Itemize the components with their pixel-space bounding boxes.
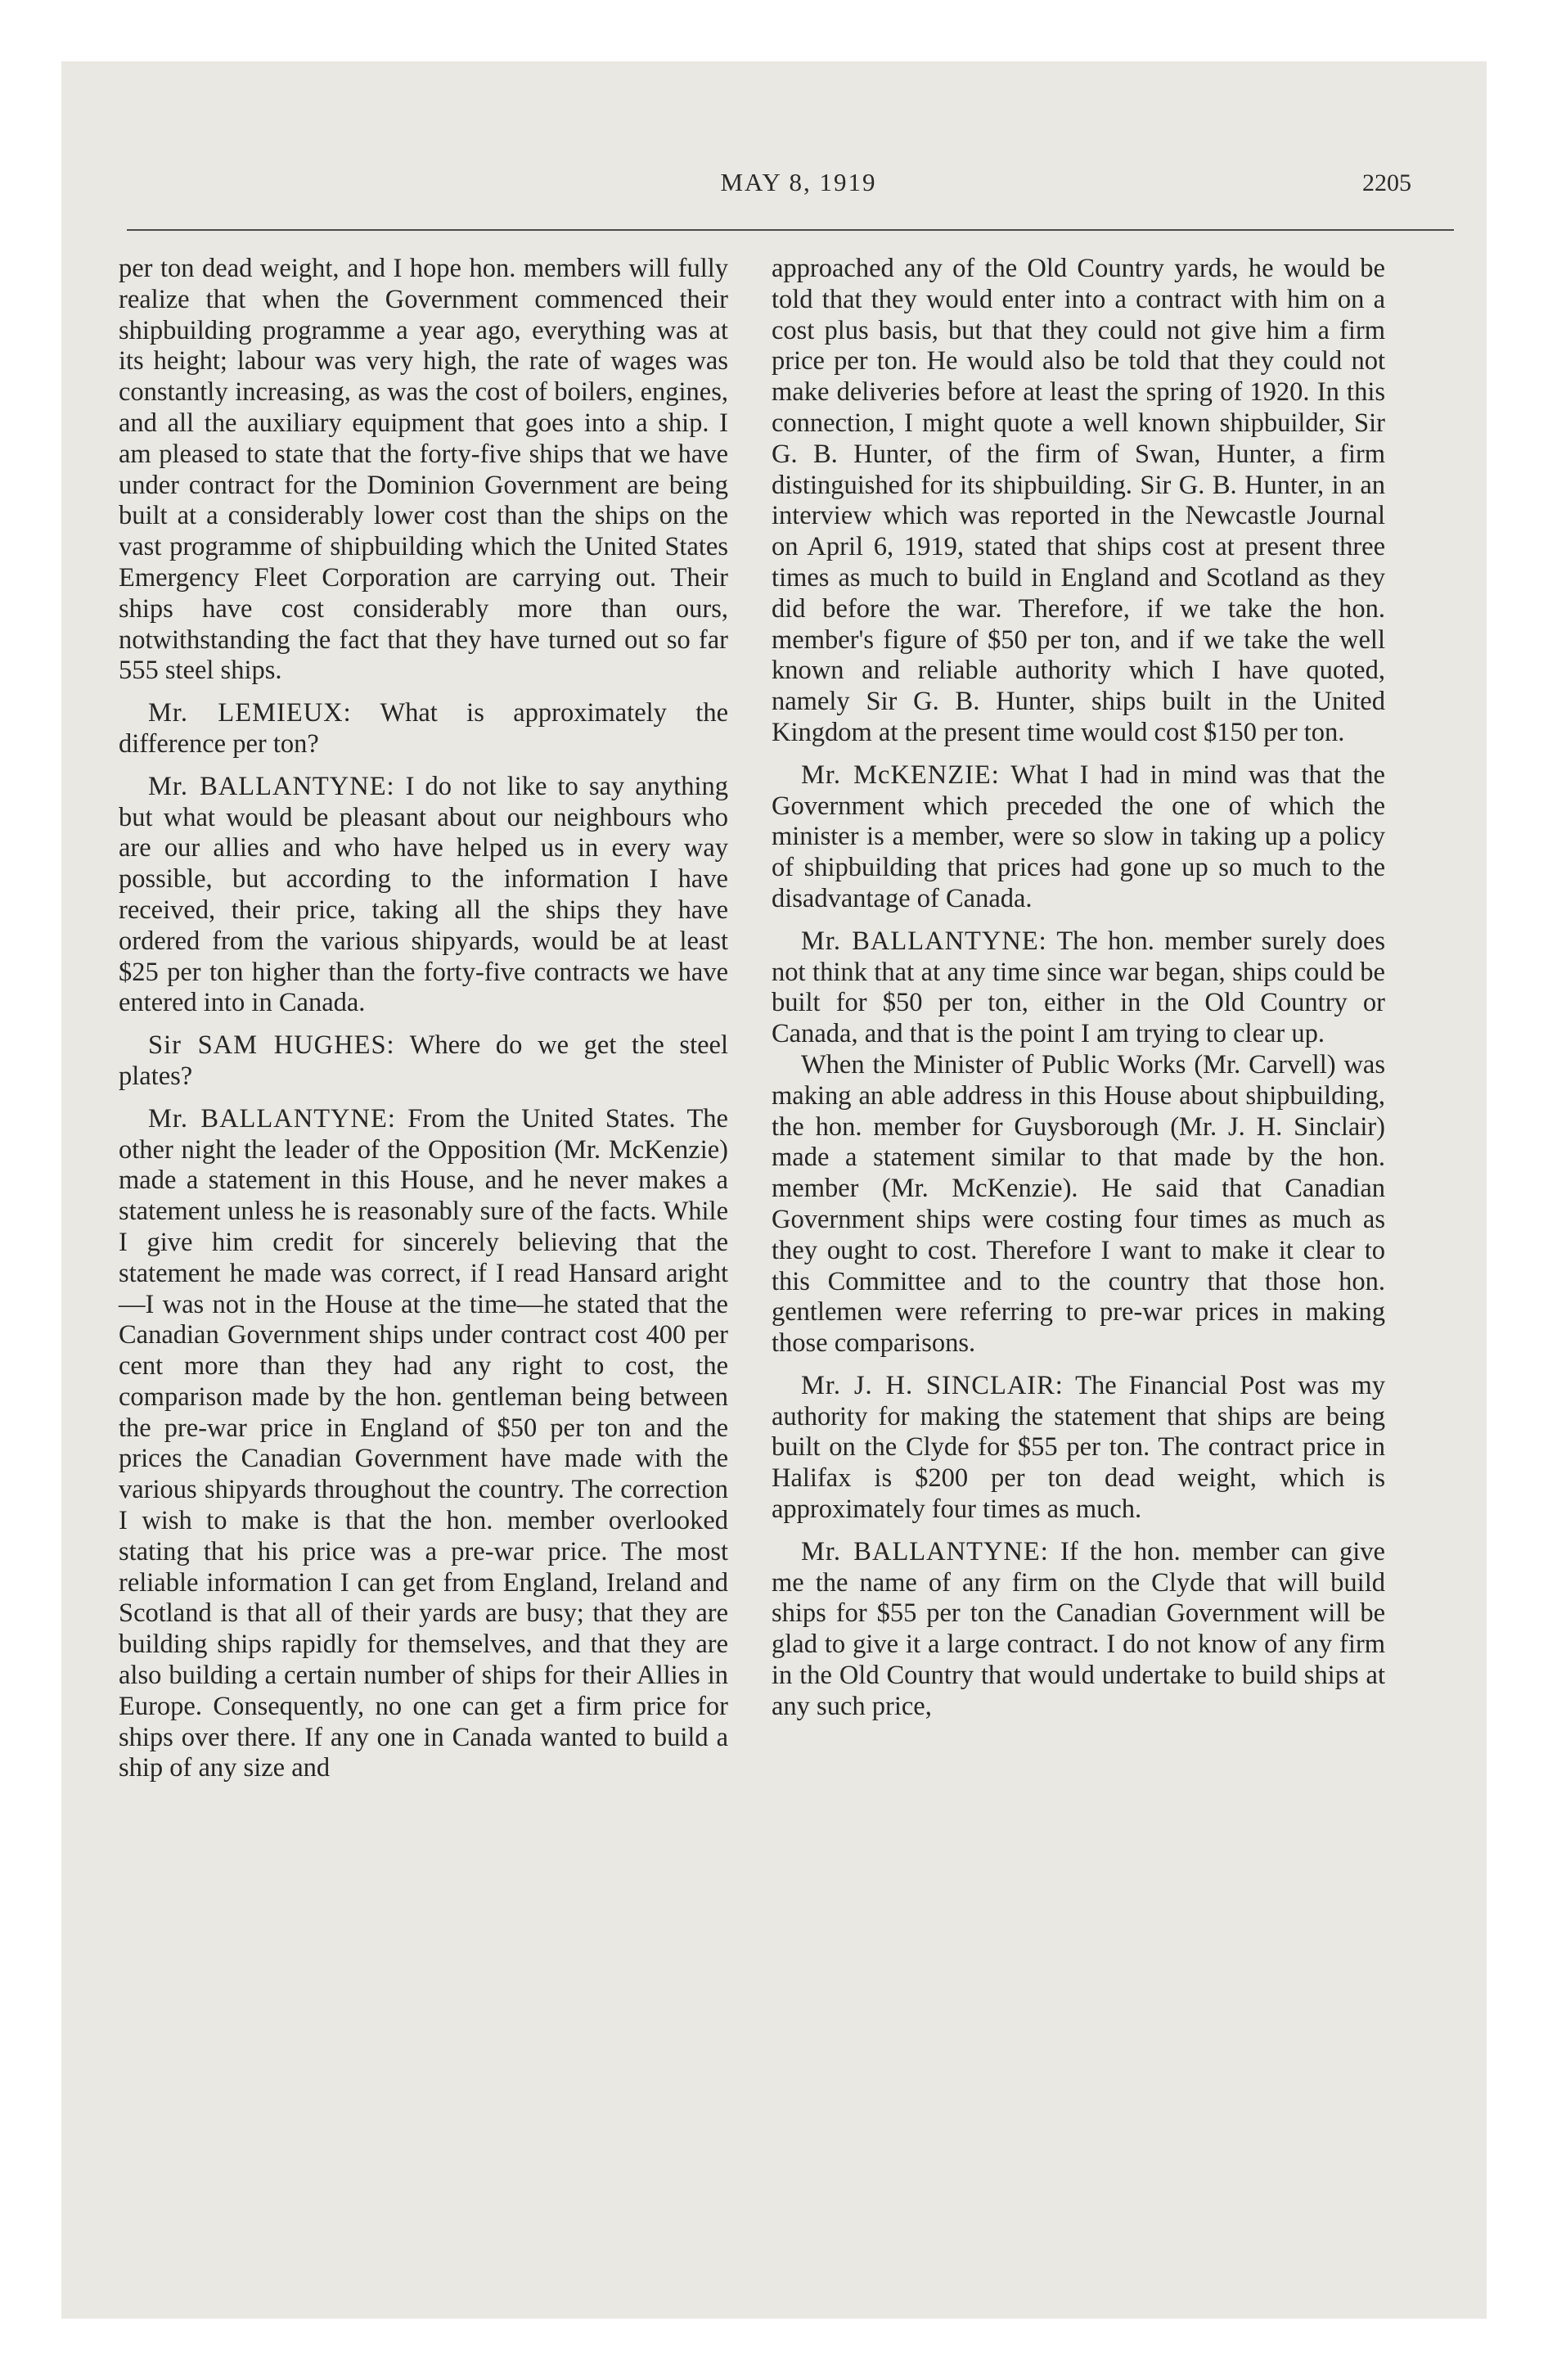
speech-ballantyne-1 bbox=[119, 772, 728, 1019]
paragraph: approached any of the Old Country yards, he would be told that they would enter into a contract with him on a cost plus basis, but that they could not give him a firm price per ton. He would also be told that they could not make deliveries before at least the spring of 1920. In this connection, I might quote a well known shipbuilder, Sir G. B. Hunter, of the firm of Swan, Hunter, a firm distinguished for its shipbuilding. Sir G. B. Hunter, in an interview which was reported in the Newcastle Journal on April 6, 1919, stated that ships cost at present three times as much to build in England and Scotland as they did before the war. Therefore, if we take the hon. member's figure of $50 per ton, and if we take the well known and reliable authority which I have quoted, namely Sir G. B. Hunter, ships built in the United Kingdom at the present time would cost $150 per ton. bbox=[772, 254, 1385, 747]
speech-text: If the hon. member can give me the name of any firm on the Clyde that will build ships for $55 per ton the Canadian Government will be glad to give it a large contract. I do not know of any firm in the Old Country that would undertake to build ships at any such price, bbox=[772, 1536, 1385, 1721]
speech-text: The Financial Post was my authority for making the statement that ships are being built on the Clyde for $55 per ton. The contract price in Halifax is $200 per ton dead weight, which is approximately four times as much. bbox=[772, 1370, 1385, 1525]
speech-text: What I had in mind was that the Government which preceded the one of which the minister is a member, were so slow in taking up a policy of shipbuilding that prices had gone up so much to the disadvantage of Canada. bbox=[772, 760, 1385, 913]
header-rule bbox=[127, 229, 1454, 231]
page-number: 2205 bbox=[1362, 169, 1411, 196]
speech-hughes bbox=[119, 1030, 728, 1093]
speaker-name: Mr. BALLANTYNE: bbox=[148, 771, 395, 801]
speaker-name: Mr. BALLANTYNE: bbox=[148, 1103, 396, 1134]
speech-mckenzie bbox=[772, 760, 1385, 915]
speaker-name: Mr. McKENZIE: bbox=[801, 760, 1000, 790]
speech-ballantyne-2 bbox=[119, 1104, 728, 1785]
speaker-name: Mr. LEMIEUX: bbox=[148, 698, 352, 728]
speech-text: What is approximately the difference per ton? bbox=[119, 698, 728, 759]
speaker-name: Sir SAM HUGHES: bbox=[148, 1030, 395, 1061]
speech-text: Where do we get the steel plates? bbox=[119, 1030, 728, 1091]
speech-text: From the United States. The other night the leader of the Opposition (Mr. McKenzie) made a statement in this House, and he never makes a statement unless he is reasonably sure of the facts. While I give him credit for sincerely believing that the statement he made was correct, if I read Hansard aright —I was not in the House at the time—he stated that the Canadian Government ships under contract cost 400 per cent more than they had any right to cost, the comparison made by the hon. gentleman being between the pre-war price in England of $50 per ton and the prices the Canadian Government have made with the various shipyards throughout the country. The correction I wish to make is that the hon. member overlooked stating that his price was a pre-war price. The most reliable information I can get from England, Ireland and Scotland is that all of their yards are busy; that they are building ships rapidly for themselves, and that they are also building a certain number of ships for their Allies in Europe. Consequently, no one can get a firm price for ships over there. If any one in Canada wanted to build a ship of any size and bbox=[119, 1103, 728, 1783]
speech-ballantyne-3 bbox=[772, 926, 1385, 1050]
right-column bbox=[772, 254, 1385, 1723]
speaker-name: Mr. BALLANTYNE: bbox=[801, 926, 1047, 956]
speaker-name: Mr. BALLANTYNE: bbox=[801, 1536, 1049, 1566]
speech-ballantyne-4 bbox=[772, 1537, 1385, 1723]
speaker-name: Mr. J. H. SINCLAIR: bbox=[801, 1370, 1064, 1400]
header-date: MAY 8, 1919 bbox=[720, 168, 877, 196]
paragraph: per ton dead weight, and I hope hon. members will fully realize that when the Government commenced their shipbuilding programme a year ago, everything was at its height; labour was very high, the rate of wages was constantly increasing, as was the cost of boilers, engines, and all the auxiliary equipment that goes into a ship. I am pleased to state that the forty-five ships that we have under contract for the Dominion Government are being built at a considerably lower cost than the ships on the vast programme of shipbuilding which the United States Emergency Fleet Corporation are carrying out. Their ships have cost considerably more than ours, notwithstanding the fact that they have turned out so far 555 steel ships. bbox=[119, 254, 728, 686]
left-column bbox=[119, 254, 728, 1784]
page-header bbox=[61, 168, 1487, 209]
scanned-page bbox=[61, 61, 1487, 2319]
speech-text: I do not like to say anything but what would be pleasant about our neighbours who are our allies and who have helped us in every way possible, but according to the information I have received, their price, taking all the ships they have ordered from the various shipyards, would be at least $25 per ton higher than the forty-five contracts we have entered into in Canada. bbox=[119, 771, 728, 1018]
speech-lemieux bbox=[119, 698, 728, 760]
speech-text: The hon. member surely does not think that at any time since war began, ships could be built for $50 per ton, either in the Old Country or Canada, and that is the point I am trying to clear up. bbox=[772, 926, 1385, 1049]
speech-sinclair bbox=[772, 1371, 1385, 1526]
paragraph: When the Minister of Public Works (Mr. Carvell) was making an able address in this House about shipbuilding, the hon. member for Guysborough (Mr. J. H. Sinclair) made a statement similar to that made by the hon. member (Mr. McKenzie). He said that Canadian Government ships were costing four times as much as they ought to cost. Therefore I want to make it clear to this Committee and to the country that those hon. gentlemen were referring to pre-war prices in making those comparisons. bbox=[772, 1049, 1385, 1359]
